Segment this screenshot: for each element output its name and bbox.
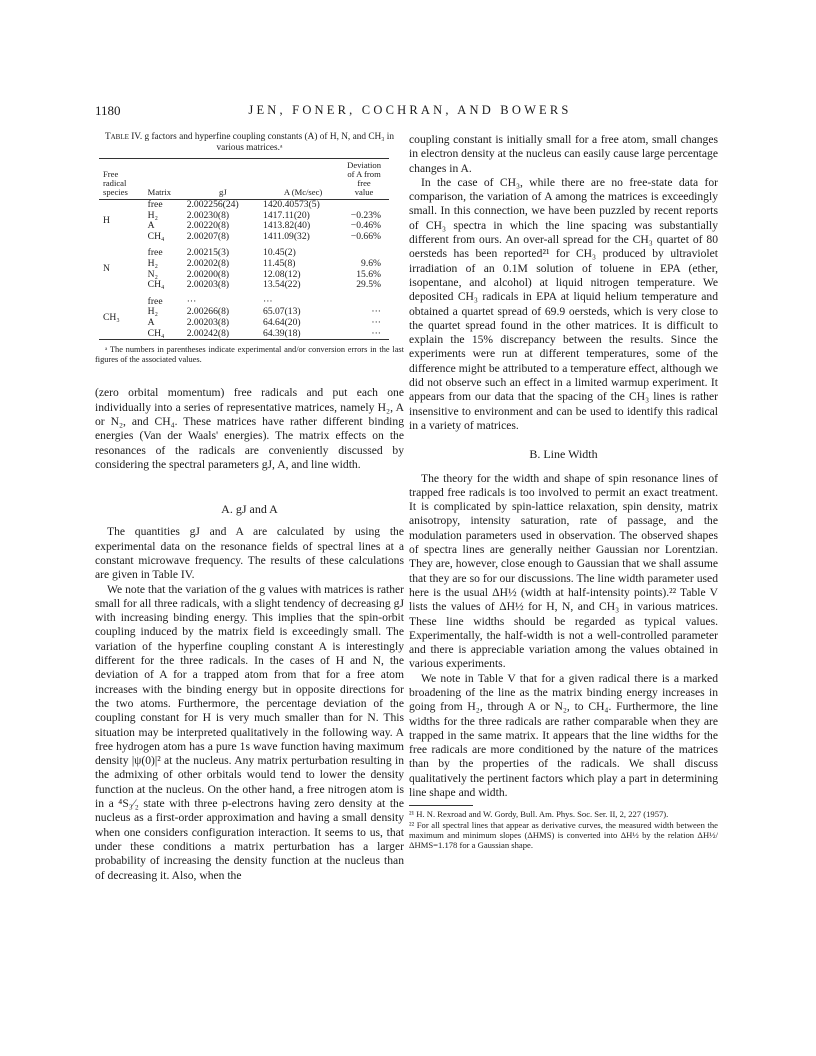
matrix-cell: free [147, 295, 163, 307]
a-cell: 1420.40573(5) [263, 199, 320, 210]
deviation-cell: ··· [371, 306, 381, 318]
matrix-cell: A [147, 220, 155, 232]
gj-cell: ··· [186, 295, 197, 307]
matrix-cell: H₂ [147, 306, 158, 318]
heading-b: B. Line Width [529, 447, 598, 462]
deviation-cell: 9.6% [361, 257, 381, 269]
a-cell: 13.54(22) [263, 279, 301, 291]
a-cell: 1417.11(20) [263, 209, 310, 221]
table-caption [95, 132, 404, 154]
species-cell: CH₃ [103, 311, 120, 323]
running-title: JEN, FONER, COCHRAN, AND BOWERS [248, 103, 572, 117]
gj-cell: 2.00200(8) [186, 268, 230, 280]
species-cell: N [103, 263, 110, 275]
matrix-cell: CH₄ [147, 327, 165, 339]
footnote-rule [409, 805, 473, 806]
header-matrix: Matrix [147, 187, 172, 197]
deviation-cell [345, 200, 389, 211]
matrix-cell: CH₄ [147, 230, 165, 242]
matrix-cell: CH₄ [147, 279, 165, 291]
a-cell: 1413.82(40) [263, 220, 311, 232]
table-label: Table IV. [104, 132, 143, 142]
table-row [99, 297, 389, 308]
table-row [99, 200, 389, 211]
heading-a: A. gJ and A [221, 502, 278, 517]
header-species: Free radical species [103, 169, 128, 197]
a-cell: 12.08(12) [263, 268, 301, 280]
deviation-cell: 29.5% [356, 279, 381, 291]
matrix-cell: free [147, 199, 163, 210]
deviation-cell: −0.23% [350, 209, 381, 221]
para-intro: (zero orbital momentum) free radicals and put each one individually into a series of representative matrices, namely H₂, A or N₂, and CH₄. These matrices have rather different binding energies (Van der Waals' energies). The matrix effects on the resonances of the radicals are conveniently discussed by considering the spectral parameters gJ, A, and line width. [95, 386, 404, 471]
gj-cell: 2.00266(8) [186, 306, 230, 318]
gj-cell: 2.00242(8) [186, 327, 230, 339]
footnote-21: ²¹ H. N. Rexroad and W. Gordy, Bull. Am. Phys. Soc. Ser. II, 2, 227 (1957). [409, 809, 669, 820]
a-cell: ··· [263, 295, 273, 307]
left-column [95, 130, 404, 883]
gj-cell: 2.00203(8) [186, 316, 230, 328]
table-body [99, 200, 389, 340]
a-cell: 10.45(2) [263, 247, 296, 259]
gj-cell: 2.002256(24) [186, 199, 239, 210]
deviation-cell: −0.66% [350, 230, 381, 242]
matrix-cell: N₂ [147, 268, 158, 280]
para-a1: The quantities gJ and A are calculated by using the experimental data on the resonance fields of spectral lines at a constant microwave frequency. The results of these calculations are given in Table IV. [95, 525, 404, 582]
table-iv [99, 158, 389, 340]
matrix-cell: free [147, 247, 163, 259]
gj-cell: 2.00207(8) [186, 230, 230, 242]
para-continued: coupling constant is initially small for a free atom, small changes in electron density at the nucleus can easily cause large percentage changes in A. [409, 133, 718, 175]
a-cell: 65.07(13) [263, 306, 301, 318]
gj-cell: 2.00215(3) [186, 247, 230, 259]
gj-cell: 2.00203(8) [186, 279, 230, 291]
para-a2: We note that the variation of the g values with matrices is rather small for all three radicals, with a slight tendency of decreasing gJ with increasing binding energy. This implies that the spin-orbit coupling induced by the matrix field is exceedingly small. The variation of the hyperfine coupling constant A is interestingly different for the three radicals. In the cases of H and N, the deviation of A for a trapped atom from that for a free atom increases with the binding energy but in opposite directions for the two atoms. Furthermore, the percentage deviation of the coupling constant for H is very much smaller than for N. This situation may be interpreted qualitatively in the following way. A free hydrogen atom has a pure 1s wave function having maximum density |ψ(0)|² at the nucleus. Any matrix perturbation resulting in the admixing of other orbitals would tend to lower the density function at the nucleus. On the other hand, a free nitrogen atom is in a ⁴S₃⁄₂ state with three p-electrons having zero density at the nucleus as a first-order approximation and having a small density when one considers configuration interaction. It seems to us, that under these conditions a matrix perturbation has a larger probability of increasing the density function at the nucleus than of decreasing it. Also, when the [95, 582, 404, 882]
gj-cell: 2.00202(8) [186, 257, 230, 269]
right-column [409, 133, 718, 850]
deviation-cell [345, 297, 389, 308]
para-b1: The theory for the width and shape of spin resonance lines of trapped free radicals is too involved to permit an exact treatment. It is complicated by spin-lattice relaxation, spin density, matrix anisotropy, intensity saturation, rate of passage, and the modulation parameters used in observation. The observed shapes of spectra lines are generally neither Gaussian nor Lorentzian. They are, however, close enough to Gaussian that we shall assume that they are so for our discussions. The line width parameter used here is the usual ΔH½ (width at half-intensity points).²² Table V lists the values of ΔH½ for H, N, and CH₃ in various matrices. These line widths should be regarded as typical values. Experimentally, the half-width is not a well-controlled parameter and there is appreciable variation among the values obtained in various experiments. [409, 471, 718, 671]
a-cell: 11.45(8) [263, 257, 296, 269]
deviation-cell: ··· [371, 316, 381, 328]
page-header [95, 103, 725, 121]
species-cell: H [103, 214, 110, 226]
gj-cell: 2.00220(8) [186, 220, 230, 232]
para-b2: We note in Table V that for a given radical there is a marked broadening of the line as the matrix binding energy increases in going from H₂, through A or N₂, to CH₄. Furthermore, the line widths for the three radicals are rather comparable when they are trapped in the same matrix. It appears that the line widths for the free radicals are more conditioned by the nature of the matrices than by the properties of the radicals. We shall discuss qualitatively the pertinent factors which play a part in determining line shape and width. [409, 671, 718, 800]
header-deviation: Deviation of A from free value [347, 160, 381, 197]
matrix-cell: H₂ [147, 257, 158, 269]
header-gj: gJ [219, 187, 227, 197]
table-row [99, 248, 389, 259]
para-ch3: In the case of CH₃, while there are no free-state data for comparison, the variation of A among the matrices is exceedingly small. In this connection, we have been puzzled by recent reports of CH₃ spectra in which the line spacing was substantially different from ours. An over-all spread for the CH₃ quartet of 80 oersteds has been reported²¹ for CH₃ produced by ultraviolet irradiation of an 0.1M solution of toluene in EPA (ether, isopentane, and alcohol) at liquid nitrogen temperature. We deposited CH₃ radicals in EPA at liquid helium temperature and obtained a quartet spread of 69.9 oersteds, which is very close to the quartet spread found in the other matrices. It is difficult to explain the 15% discrepancy between the results. Since the experiments were run at different temperatures, some of the difference might be attributed to a temperature effect, although we did not observe such an effect in a limited warmup experiment. It appears from our data that the spacing of the CH₃ lines is rather insensitive to environment and can be used to identify this radical in a variety of matrices. [409, 175, 718, 432]
deviation-cell: 15.6% [356, 268, 381, 280]
table-footnote: ᵃ The numbers in parentheses indicate experimental and/or conversion errors in the last figures of the associated values. [95, 345, 404, 364]
matrix-cell: A [147, 316, 155, 328]
a-cell: 64.64(20) [263, 316, 301, 328]
table-caption-text: g factors and hyperfine coupling constants (A) of H, N, and CH₃ in various matrices.ᵃ [144, 132, 395, 153]
gj-cell: 2.00230(8) [186, 209, 230, 221]
a-cell: 1411.09(32) [263, 230, 310, 242]
deviation-cell: −0.46% [350, 220, 381, 232]
a-cell: 64.39(18) [263, 327, 301, 339]
deviation-cell: ··· [371, 327, 381, 339]
footnote-22: ²² For all spectral lines that appear as derivative curves, the measured width between the maximum and minimum slopes (ΔHMS) is converted into ΔH½ by the relation ΔH½/ΔHMS=1.178 for a Gaussian shape. [409, 819, 718, 850]
matrix-cell: H₂ [147, 209, 158, 221]
header-a: A (Mc/sec) [283, 187, 323, 197]
page-number: 1180 [95, 103, 121, 118]
